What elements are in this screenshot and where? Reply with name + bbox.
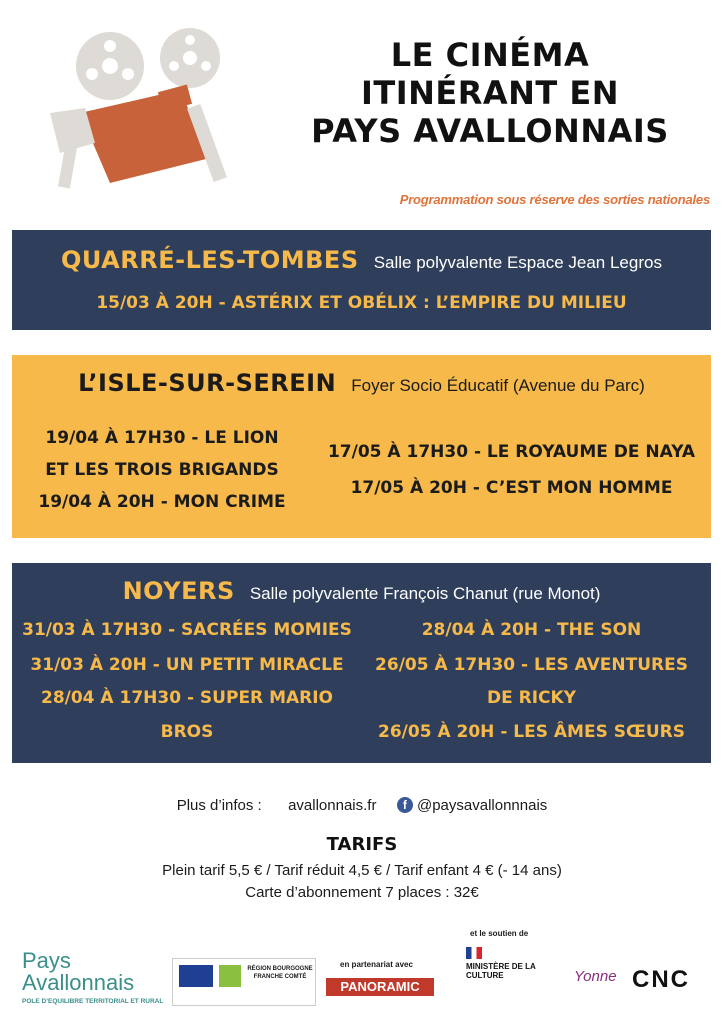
title-line-1: LE CINÉMA [390, 36, 590, 74]
section-isle [12, 355, 711, 538]
pays-logo-line-2: Avallonnais [22, 970, 135, 995]
marianne-icon [466, 947, 482, 959]
reserve-note: Programmation sous réserve des sorties nationales [399, 192, 710, 207]
town-name: NOYERS [122, 577, 235, 605]
screening: 19/04 À 20H - MON CRIME [38, 492, 286, 512]
support-label: et le soutien de [470, 929, 529, 938]
region-label: RÉGION BOURGOGNE FRANCHE COMTÉ [247, 966, 313, 980]
infos-label: Plus d’infos : [176, 796, 262, 814]
panoramic-logo: PANORAMIC [326, 978, 434, 996]
venue-name: Salle polyvalente Espace Jean Legros [373, 253, 662, 272]
film-projector-illustration [40, 18, 260, 198]
tarifs-subscription: Carte d’abonnement 7 places : 32€ [245, 884, 479, 901]
screening: ET LES TROIS BRIGANDS [45, 460, 279, 480]
title-line-2: ITINÉRANT EN [360, 74, 620, 112]
section-noyers-header [12, 577, 711, 605]
screening: 17/05 À 20H - C’EST MON HOMME [350, 478, 673, 498]
screening: 15/03 À 20H - ASTÉRIX ET OBÉLIX : L’EMPIRE DU MILIEU [96, 293, 627, 313]
screening: 31/03 À 17H30 - SACRÉES MOMIES [22, 620, 352, 640]
tarifs-prices: Plein tarif 5,5 € / Tarif réduit 4,5 € / Tarif enfant 4 € (- 14 ans) [162, 862, 562, 879]
venue-name: Foyer Socio Éducatif (Avenue du Parc) [351, 376, 645, 395]
infos-line [0, 796, 724, 814]
yonne-logo: Yonne [574, 968, 617, 985]
section-isle-header [12, 369, 711, 397]
pays-logo-tagline: POLE D’EQUILIBRE TERRITORIAL ET RURAL [22, 998, 164, 1005]
facebook-handle[interactable]: @paysavallonnnais [416, 796, 548, 814]
website-link[interactable]: avallonnais.fr [288, 796, 377, 814]
pays-logo-line-1: Pays [22, 948, 71, 973]
screening: 17/05 À 17H30 - LE ROYAUME DE NAYA [327, 442, 696, 462]
screening: DE RICKY [486, 688, 577, 708]
eu-region-logos [172, 958, 316, 1006]
partner-label: en partenariat avec [340, 960, 413, 969]
screening: 26/05 À 20H - LES ÂMES SŒURS [378, 722, 685, 742]
section-quarre-header [12, 246, 711, 274]
screening: 19/04 À 17H30 - LE LION [45, 428, 279, 448]
poster-title [300, 36, 680, 150]
screening: 28/04 À 20H - THE SON [421, 620, 642, 640]
leader-logo-icon [219, 965, 241, 987]
facebook-icon: f [397, 797, 413, 813]
screening: 31/03 À 20H - UN PETIT MIRACLE [30, 655, 344, 675]
tarifs-title: TARIFS [326, 834, 398, 855]
screening: 26/05 À 17H30 - LES AVENTURES [375, 655, 688, 675]
section-noyers [12, 563, 711, 763]
town-name: L’ISLE-SUR-SEREIN [78, 369, 337, 397]
title-line-3: PAYS AVALLONNAIS [311, 112, 669, 150]
screening: BROS [160, 722, 214, 742]
section-quarre [12, 230, 711, 330]
screening: 28/04 À 17H30 - SUPER MARIO [40, 688, 334, 708]
venue-name: Salle polyvalente François Chanut (rue Monot) [249, 584, 601, 603]
eu-flag-icon [179, 965, 213, 987]
ministere-logo: MINISTÈRE DE LA CULTURE [466, 962, 536, 980]
cnc-logo: CNC [632, 966, 690, 993]
town-name: QUARRÉ-LES-TOMBES [61, 246, 359, 274]
